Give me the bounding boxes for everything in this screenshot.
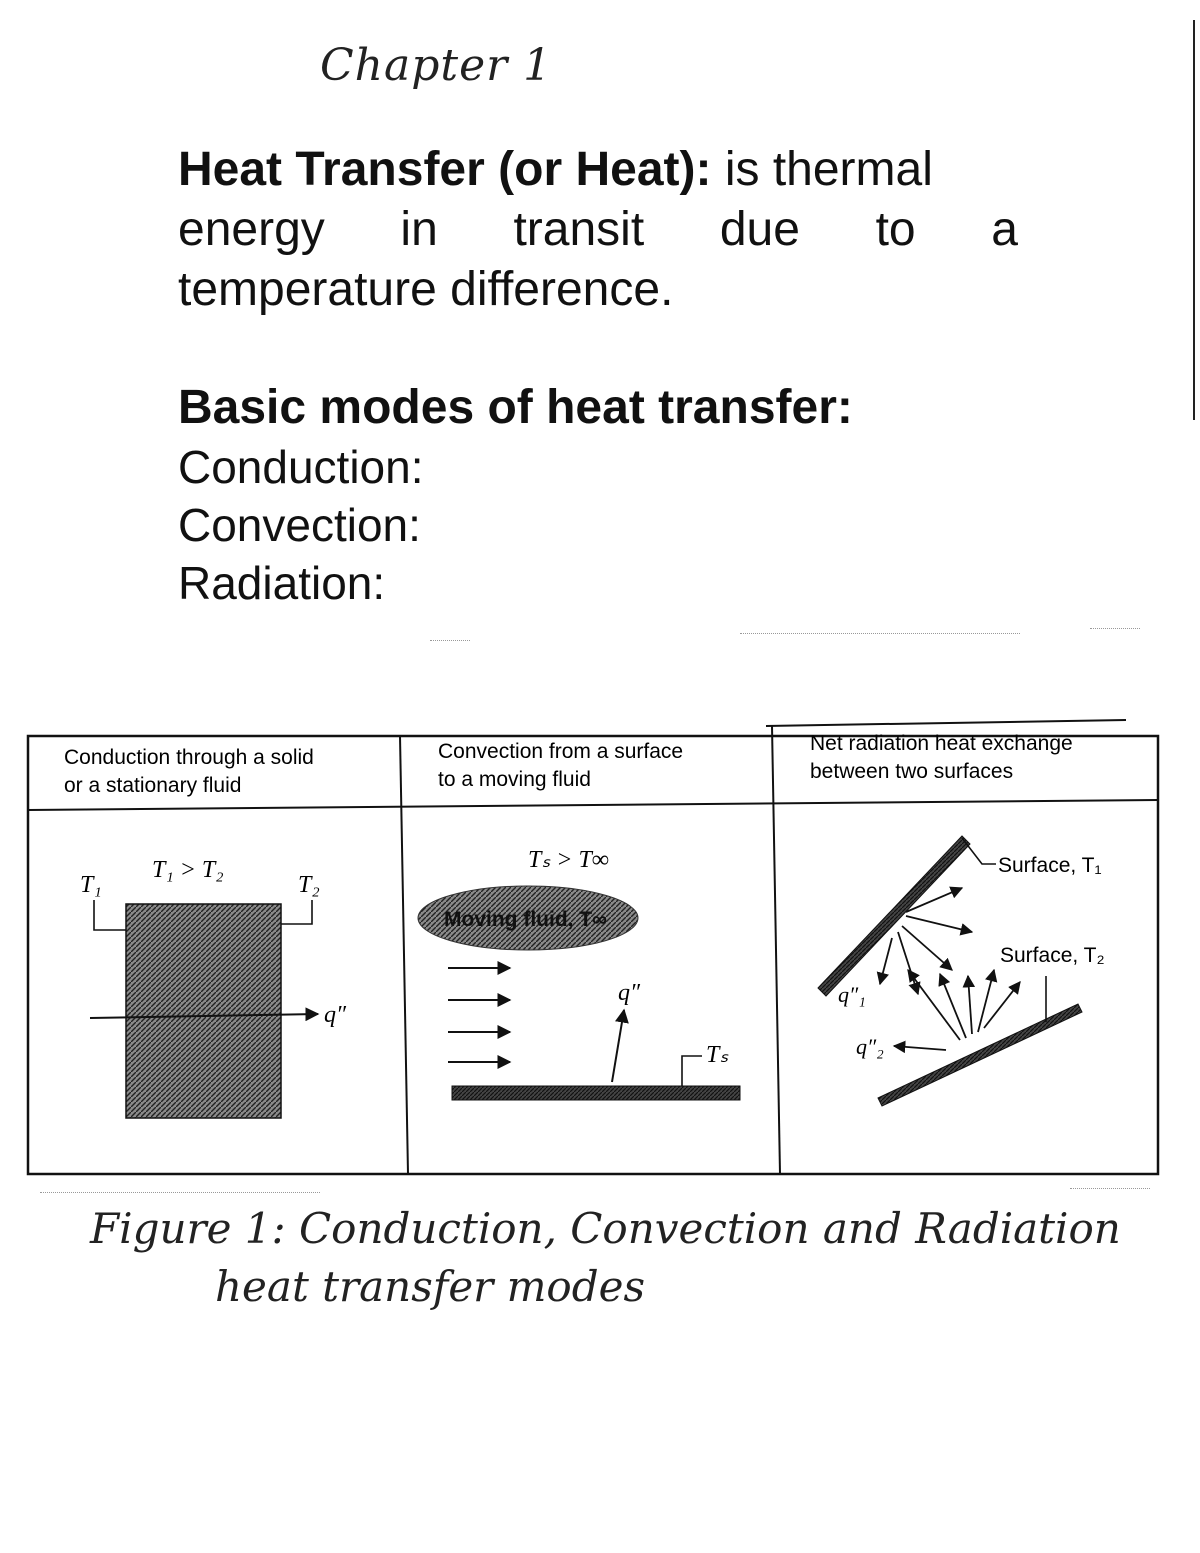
scan-speck xyxy=(40,1192,320,1194)
scan-speck xyxy=(430,640,470,642)
left-temperature-label: T₁ xyxy=(80,872,102,898)
definition-line-2 xyxy=(178,200,1018,260)
scan-speck xyxy=(1090,628,1140,630)
radiation-arrow xyxy=(898,932,918,994)
heat-transfer-definition xyxy=(178,140,1018,320)
figure-caption xyxy=(90,1200,1121,1316)
definition-line-3: temperature difference. xyxy=(178,263,674,316)
radiation-arrow xyxy=(906,916,972,932)
lower-surface xyxy=(878,1004,1082,1106)
definition-text-1: is thermal xyxy=(724,143,933,196)
scan-speck xyxy=(740,633,1020,635)
definition-word: a xyxy=(991,203,1018,256)
upper-surface xyxy=(818,836,970,996)
panel-header-divider xyxy=(28,800,1158,810)
scan-edge-mark xyxy=(1193,20,1195,420)
conduction-flux-label: q″ xyxy=(324,1002,346,1028)
mode-radiation: Radiation: xyxy=(178,557,386,609)
panel-title-line: Conduction through a solid xyxy=(64,746,314,769)
radiation-arrow xyxy=(880,938,892,984)
convection-flux-arrow xyxy=(612,1010,624,1082)
heat-transfer-modes-figure xyxy=(26,712,1166,1182)
solid-slab xyxy=(126,904,281,1118)
panel-divider xyxy=(400,736,408,1174)
radiation-panel xyxy=(810,732,1105,1106)
flux2-label: q″₂ xyxy=(856,1034,884,1059)
radiation-arrow xyxy=(940,974,966,1038)
basic-modes-heading: Basic modes of heat transfer: xyxy=(178,381,853,434)
panel-divider xyxy=(772,726,780,1174)
definition-line-1 xyxy=(178,140,1018,200)
panel-title-line: to a moving fluid xyxy=(438,768,591,791)
temperature-condition: Tₛ > T∞ xyxy=(528,847,609,873)
surface1-label: Surface, T₁ xyxy=(998,854,1102,877)
scan-speck xyxy=(1070,1188,1150,1190)
temperature-condition: T₁ > T₂ xyxy=(152,857,224,883)
definition-word: energy xyxy=(178,203,325,256)
left-temperature-leader xyxy=(94,900,126,930)
radiation-arrow xyxy=(978,970,994,1032)
panel-title-line: or a stationary fluid xyxy=(64,774,242,797)
surface2-label: Surface, T₂ xyxy=(1000,944,1105,967)
definition-word: transit xyxy=(513,203,645,256)
caption-line-2: heat transfer modes xyxy=(215,1262,646,1311)
convection-flux-label: q″ xyxy=(618,980,640,1006)
right-temperature-label: T₂ xyxy=(298,872,320,898)
radiation-arrow xyxy=(902,926,952,970)
panel-title-line: Convection from a surface xyxy=(438,740,684,763)
definition-term: Heat Transfer (or Heat): xyxy=(178,143,712,196)
panel-title-line: between two surfaces xyxy=(810,760,1014,783)
surface-temperature-label: Tₛ xyxy=(706,1042,729,1068)
definition-word: in xyxy=(400,203,438,256)
caption-line-1: Figure 1: Conduction, Convection and Radiation xyxy=(90,1204,1121,1253)
panel-title-line: Net radiation heat exchange xyxy=(810,732,1073,755)
mode-conduction: Conduction: xyxy=(178,441,424,493)
mode-convection: Convection: xyxy=(178,499,421,551)
heated-surface xyxy=(452,1086,740,1100)
panel-divider xyxy=(766,720,1126,726)
chapter-heading: Chapter 1 xyxy=(320,40,553,91)
right-temperature-leader xyxy=(281,900,312,924)
moving-fluid-label: Moving fluid, T∞ xyxy=(444,908,608,931)
definition-word: due xyxy=(719,203,800,256)
conduction-panel xyxy=(64,746,347,1118)
flux1-label: q″₁ xyxy=(838,982,866,1007)
basic-modes-section xyxy=(178,378,1018,612)
radiation-arrow xyxy=(894,1046,946,1050)
surface-temperature-leader xyxy=(682,1056,702,1086)
definition-word: to xyxy=(875,203,916,256)
convection-panel xyxy=(418,740,740,1100)
radiation-arrow xyxy=(968,976,972,1034)
